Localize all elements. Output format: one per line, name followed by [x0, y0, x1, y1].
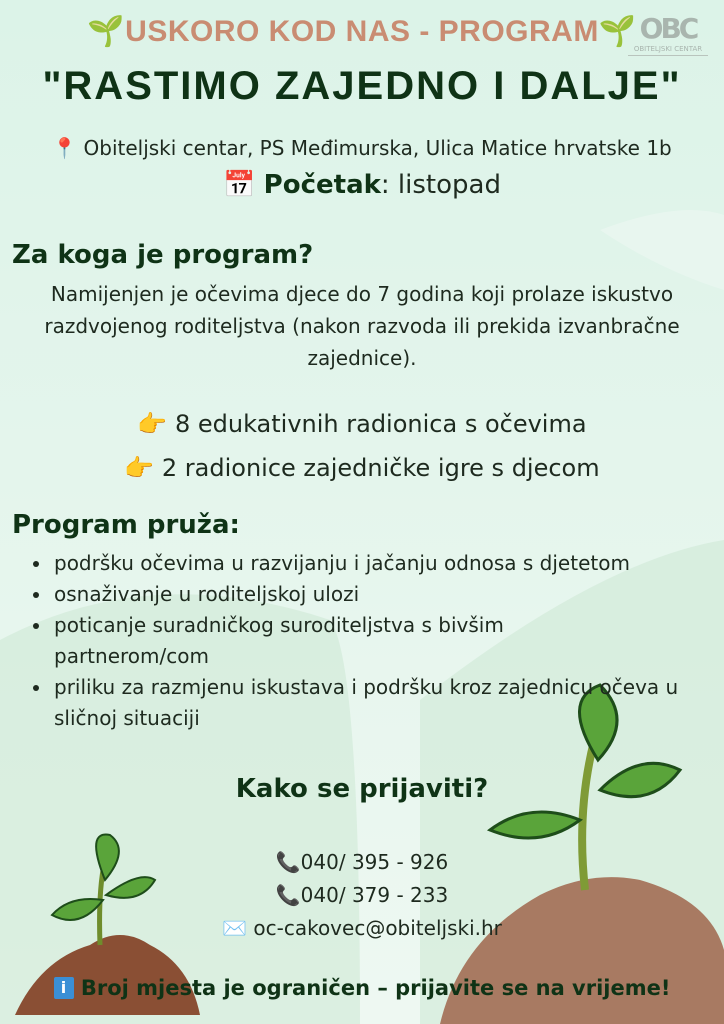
top-title-text: USKORO KOD NAS - PROGRAM [125, 15, 599, 48]
workshop-item [0, 446, 724, 490]
sprout-icon: 🌱 [598, 15, 637, 48]
phone-contact [0, 846, 724, 879]
apply-heading: Kako se prijaviti? [235, 774, 489, 804]
who-paragraph: Namijenjen je očevima djece do 7 godina koji prolaze iskustvo razdvojenog roditeljstva (nakon razvoda ili prekida izvanbračne zajednice). [44, 282, 680, 370]
offers-heading: Program pruža: [12, 510, 240, 540]
who-text [0, 278, 724, 374]
workshop-text: 2 radionice zajedničke igre s djecom [161, 454, 600, 482]
pin-icon: 📍 [52, 136, 78, 160]
calendar-icon: 📅 [223, 170, 256, 200]
email-contact [0, 912, 724, 945]
offer-item: • priliku za razmjenu iskustava i podršku kroz zajednicu očeva u sličnoj situaciji [52, 672, 724, 734]
pointing-hand-icon: 👉 [124, 454, 155, 482]
workshop-text: 8 edukativnih radionica s očevima [174, 410, 587, 438]
phone-icon: 📞 [275, 883, 301, 907]
offer-item: • poticanje suradničkog suroditeljstva s bivšim partnerom/com [52, 610, 574, 672]
start-label: Početak [263, 170, 381, 200]
phone-number[interactable]: 040/ 395 - 926 [300, 850, 449, 874]
sprout-icon: 🌱 [87, 15, 126, 48]
workshops-list [0, 402, 724, 490]
phone-contact [0, 879, 724, 912]
logo-mark: OBC [639, 12, 697, 45]
obc-logo [628, 12, 708, 56]
phone-icon: 📞 [275, 850, 301, 874]
who-heading: Za koga je program? [12, 240, 314, 270]
location [0, 136, 724, 160]
contacts [0, 846, 724, 945]
info-icon: i [54, 977, 74, 999]
offers-list [30, 548, 724, 734]
email-link[interactable]: oc-cakovec@obiteljski.hr [253, 916, 502, 940]
offer-item: • osnaživanje u roditeljskoj ulozi [52, 579, 724, 610]
offer-item: • podršku očevima u razvijanju i jačanju odnosa s djetetom [52, 548, 724, 579]
workshop-item [0, 402, 724, 446]
start-value: : listopad [380, 170, 501, 200]
notice [0, 976, 724, 1000]
logo-subtitle: OBITELJSKI CENTAR [628, 45, 708, 56]
main-title: "RASTIMO ZAJEDNO I DALJE" [42, 64, 682, 108]
pointing-hand-icon: 👉 [137, 410, 168, 438]
location-text: Obiteljski centar, PS Međimurska, Ulica Matice hrvatske 1b [83, 136, 672, 160]
phone-number[interactable]: 040/ 379 - 233 [300, 883, 449, 907]
notice-text: Broj mjesta je ograničen – prijavite se na vrijeme! [80, 976, 671, 1000]
top-title [0, 14, 724, 49]
start-date [0, 170, 724, 200]
envelope-icon: ✉️ [222, 916, 248, 940]
